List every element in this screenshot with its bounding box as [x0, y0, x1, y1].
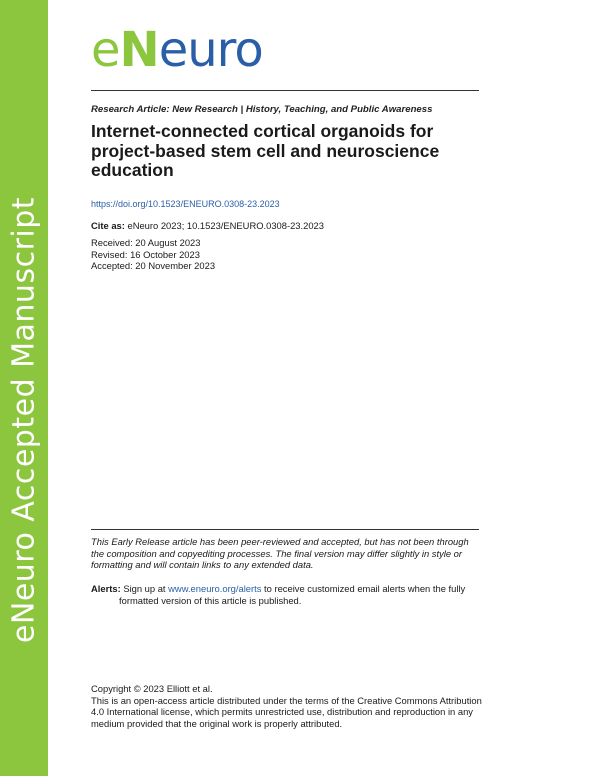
article-dates — [91, 237, 215, 272]
cite-value: eNeuro 2023; 10.1523/ENEURO.0308-23.2023 — [127, 220, 324, 231]
logo-n: N — [119, 22, 159, 78]
doi-link[interactable]: https://doi.org/10.1523/ENEURO.0308-23.2023 — [91, 199, 280, 209]
received-date: Received: 20 August 2023 — [91, 237, 201, 248]
journal-logo — [91, 22, 263, 78]
early-release-notice: This Early Release article has been peer-reviewed and accepted, but has not been through the composition and copyediting processes. The final version may differ slightly in style or formatting and will contain links to any extended data. — [91, 536, 469, 571]
logo-e: e — [91, 22, 120, 78]
article-category: Research Article: New Research | History, Teaching, and Public Awareness — [91, 104, 433, 115]
middle-divider — [91, 529, 479, 530]
alerts-link[interactable]: www.eneuro.org/alerts — [168, 583, 262, 594]
copyright-line: Copyright © 2023 Elliott et al. — [91, 683, 213, 694]
top-divider — [91, 90, 479, 91]
article-title: Internet-connected cortical organoids for project-based stem cell and neuroscience education — [91, 121, 440, 180]
alerts-label: Alerts: — [91, 583, 121, 594]
sidebar-text: eNeuro Accepted Manuscript — [6, 196, 42, 644]
alerts-pre: Sign up at — [123, 583, 166, 594]
cite-label: Cite as: — [91, 220, 125, 231]
license-text: This is an open-access article distributed under the terms of the Creative Commons Attribution 4.0 International license, which permits unrestricted use, distribution and reproduction in any medium provided that the original work is properly attributed. — [91, 694, 482, 729]
sidebar-banner — [0, 0, 48, 776]
alerts-post: to receive customized email alerts when the fully — [264, 583, 466, 594]
copyright-block — [91, 683, 486, 729]
cite-as — [91, 220, 324, 231]
accepted-date: Accepted: 20 November 2023 — [91, 260, 216, 271]
revised-date: Revised: 16 October 2023 — [91, 248, 200, 260]
alerts-notice — [91, 583, 481, 606]
alerts-line2: formatted version of this article is published. — [119, 594, 302, 606]
logo-rest: euro — [158, 22, 263, 78]
